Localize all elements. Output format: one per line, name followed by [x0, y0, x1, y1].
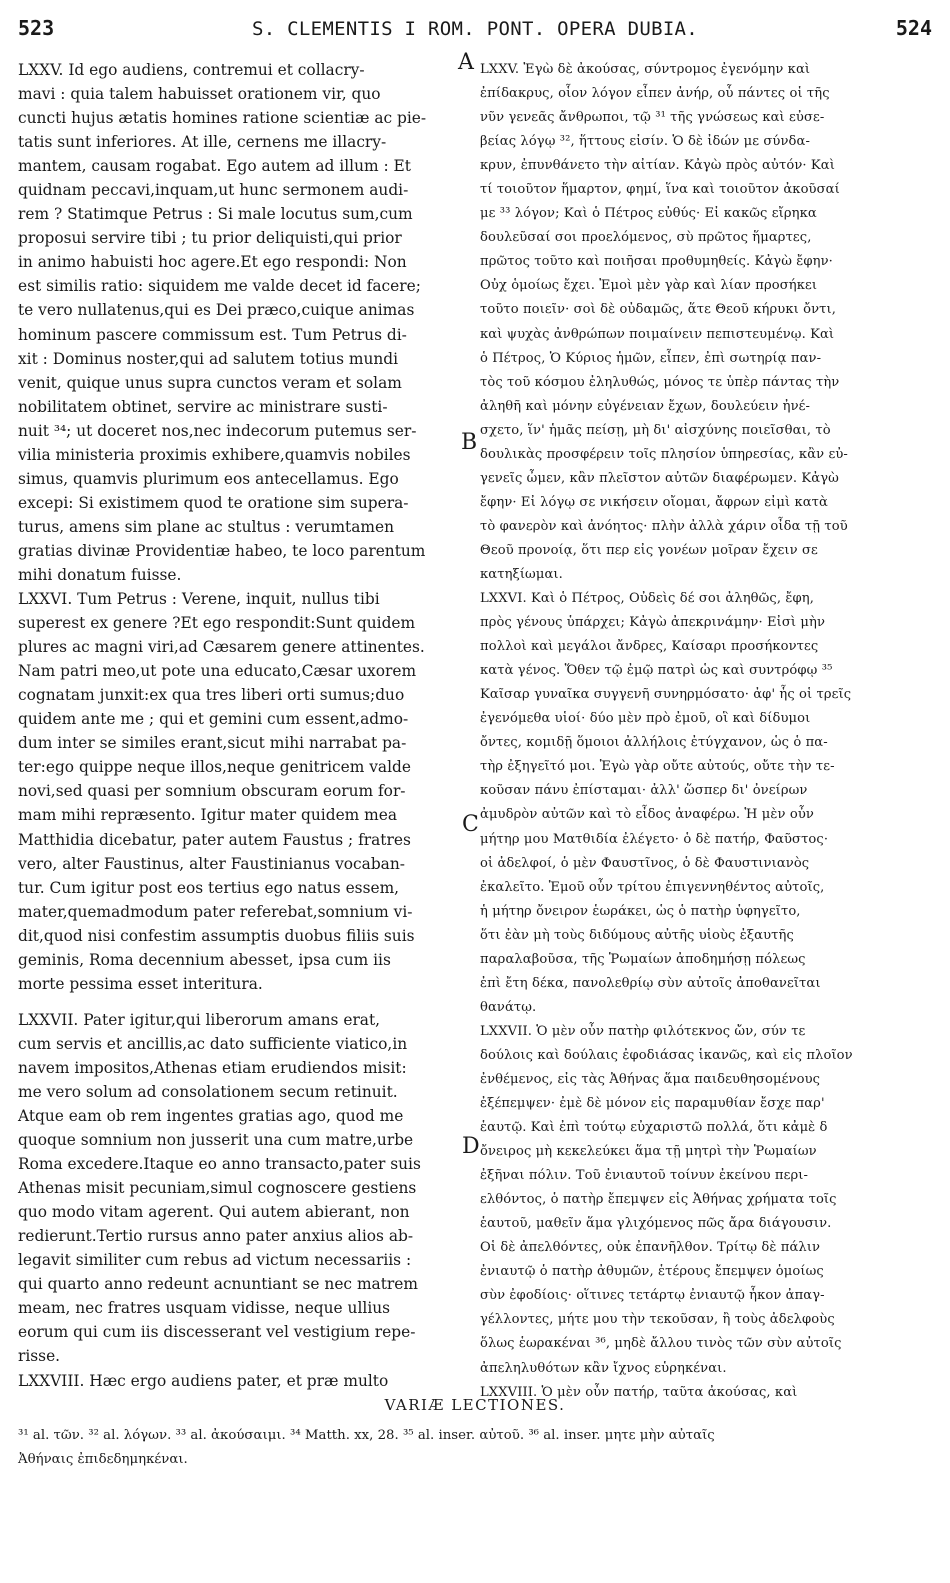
text-line: cognatam junxit:ex qua tres liberi orti sumus;duo — [18, 686, 405, 705]
text-line: ἐκαλεῖτο. Ἐμοῦ οὖν τρίτου ἐπιγεννηθέντος αὐτοῖς, — [480, 879, 825, 895]
text-line: τὸ φανερὸν καὶ ἀνόητος· πλὴν ἀλλὰ χάριν οἶδα τῇ τοῦ — [480, 518, 848, 534]
text-line: Athenas misit pecuniam,simul cognoscere gestiens — [18, 1179, 417, 1198]
text-line: τὸς τοῦ κόσμου ἐληλυθώς, μόνος τε ὑπὲρ πάντας τὴν — [480, 374, 840, 390]
text-line: novi,sed quasi per somnium obscuram eorum for- — [18, 782, 406, 801]
text-line: κατηξίωμαι. — [480, 566, 563, 582]
text-line: ἀμυδρὸν αὐτῶν καὶ τὸ εἶδος ἀναφέρω. Ἡ μὲν οὖν — [480, 807, 814, 823]
text-line: tur. Cum igitur post eos tertius ego natus essem, — [18, 878, 400, 897]
text-line: nuit ³⁴; ut doceret nos,nec indecorum putemus ser- — [18, 421, 417, 440]
text-line: dum inter se similes erant,sicut mihi narrabat pa- — [18, 734, 407, 753]
text-line: turus, amens sim plane ac stultus : verumtamen — [18, 517, 395, 536]
text-line: hominum pascere commissum est. Tum Petrus di- — [18, 325, 407, 344]
text-line: ἐνιαυτῷ ὁ πατὴρ ἀθυμῶν, ἑτέρους ἔπεμψεν ὁμοίως — [480, 1264, 824, 1280]
text-line: σχετο, ἵν' ἡμᾶς πείσῃ, μὴ δι' αἰσχύνης ποιεῖσθαι, τὸ — [480, 422, 831, 438]
text-line: eorum qui cum iis discesserant vel vestigium repe- — [18, 1323, 416, 1342]
text-line: mavi : quia talem habuisset orationem vir, quo — [18, 85, 381, 104]
text-line: navem impositos,Athenas etiam erudiendos misit: — [18, 1058, 407, 1077]
text-line: παραλαβοῦσα, τῆς Ῥωμαίων ἀποδημήσῃ πόλεως — [480, 951, 806, 967]
text-line: superest ex genere ?Et ego respondit:Sunt quidem — [18, 614, 416, 633]
text-line: ἐξῆναι πόλιν. Τοῦ ἐνιαυτοῦ τοίνυν ἐκείνου περι- — [480, 1168, 809, 1184]
text-line: Καῖσαρ γυναῖκα συγγενῆ συνηρμόσατο· ἀφ' ἧς οἱ τρεῖς — [480, 687, 852, 703]
text-line: Atque eam ob rem ingentes gratias ago, quod me — [18, 1107, 404, 1126]
text-line: πολλοὶ καὶ μεγάλοι ἄνδρες, Καίσαρι προσήκοντες — [480, 639, 819, 655]
text-line: ὄντες, κομιδῇ ὅμοιοι ἀλλήλοις ἐτύγχανον, ὡς ὁ πα- — [480, 735, 828, 751]
text-line: mater,quemadmodum pater referebat,somnium vi- — [18, 902, 413, 921]
greek-column — [480, 58, 936, 1405]
text-line: cum servis et ancillis,ac dato sufficiente viatico,in — [18, 1034, 408, 1053]
text-line: ἐνθέμενος, εἰς τὰς Ἀθήνας ἅμα παιδευθησομένους — [480, 1071, 821, 1087]
text-line: LXXV. Ἐγὼ δὲ ἀκούσας, σύντρομος ἐγενόμην καὶ — [480, 62, 811, 77]
text-line: δουλικὰς προσφέρειν τοῖς πλησίον ὑπηρεσίας, κἂν εὐ- — [480, 446, 848, 462]
text-line: με ³³ λόγον; Καὶ ὁ Πέτρος εὐθύς· Εἰ κακῶς εἴρηκα — [480, 206, 817, 222]
text-line: δουλεῦσαί σοι προελόμενος, σὺ πρῶτος ἥμαρτες, — [480, 230, 812, 246]
margin-marker-a: A — [458, 50, 474, 75]
running-title: S. CLEMENTIS I ROM. PONT. OPERA DUBIA. — [251, 18, 699, 40]
text-line: tatis sunt inferiores. At ille, cernens me illacry- — [18, 133, 387, 152]
text-line: xit : Dominus noster,qui ad salutem totius mundi — [18, 349, 399, 368]
text-line: vilia ministeria proximis exhibere,quamvis nobiles — [18, 445, 411, 464]
text-line: te vero nullatenus,qui es Dei præco,cuique animas — [18, 301, 415, 320]
text-line: τοῦτο ποιεῖν· σοὶ δὲ οὐδαμῶς, ἅτε Θεοῦ κήρυκι ὄντι, — [480, 302, 837, 318]
text-line: rem ? Statimque Petrus : Si male locutus sum,cum — [18, 205, 413, 224]
text-line: δούλοις καὶ δούλαις ἐφοδιάσας ἱκανῶς, καὶ εἰς πλοῖον — [480, 1047, 853, 1063]
text-line: excepi: Si existimem quod te oratione sim supera- — [18, 493, 409, 512]
text-line: κοῦσαν πάνυ ἐπίσταμαι· ἀλλ' ὥσπερ δι' ὀνείρων — [480, 783, 808, 799]
text-line: ἀληθῆ καὶ μόνην εὐγένειαν ἔχων, δουλεύειν ἠνέ- — [480, 398, 811, 414]
text-line: ἔφην· Εἰ λόγῳ σε νικήσειν οἴομαι, ἄφρων εἰμὶ κατὰ — [480, 494, 828, 510]
margin-marker-b: B — [461, 430, 478, 455]
text-line: qui quarto anno redeunt acnuntiant se nec matrem — [18, 1275, 418, 1294]
text-line: plures ac magni viri,ad Cæsarem genere attinentes. — [18, 638, 425, 657]
text-line: quidnam peccavi,inquam,ut hunc sermonem audi- — [18, 181, 409, 200]
text-line: ἡ μήτηρ ὄνειρον ἑωράκει, ὡς ὁ πατὴρ ὑφηγεῖτο, — [480, 903, 801, 919]
text-line: τί τοιοῦτον ἥμαρτον, φημί, ἵνα καὶ τοιοῦτον ἀκοῦσαί — [480, 182, 840, 198]
text-line: meam, nec fratres usquam vidisse, neque ullius — [18, 1299, 391, 1318]
text-line: mihi donatum fuisse. — [18, 565, 182, 584]
text-line: quo modo vitam agerent. Qui autem abierant, non — [18, 1203, 410, 1222]
text-line: καὶ ψυχὰς ἀνθρώπων ποιμαίνειν πεπιστευμένῳ. Καὶ — [480, 326, 835, 342]
text-line: simus, quamvis plurimum eos antecellamus. Ego — [18, 469, 399, 488]
text-line: quidem ante me ; qui et gemini cum essent,admo- — [18, 710, 409, 729]
text-line: ἑαυτοῦ, μαθεῖν ἅμα γλιχόμενος πῶς ἄρα διάγουσιν. — [480, 1216, 832, 1232]
text-line: ἐπὶ ἔτη δέκα, πανολεθρίῳ σὺν αὐτοῖς ἀποθανεῖται — [480, 975, 821, 991]
right-page-number: 524 — [895, 16, 932, 40]
text-line: ἑαυτῷ. Καὶ ἐπὶ τούτῳ εὐχαριστῶ πολλά, ὅτι κἀμὲ δ — [480, 1120, 828, 1136]
text-line: me vero solum ad consolationem secum retinuit. — [18, 1082, 398, 1101]
text-line: Οἱ δὲ ἀπελθόντες, οὐκ ἐπανῆλθον. Τρίτῳ δὲ πάλιν — [480, 1240, 821, 1256]
text-line: τὴρ ἐξηγεῖτό μοι. Ἐγὼ γὰρ οὔτε αὐτούς, οὔτε τὴν τε- — [480, 759, 835, 775]
margin-marker-c: C — [462, 812, 479, 837]
text-line: LXXVI. Tum Petrus : Verene, inquit, nullus tibi — [18, 590, 380, 609]
text-line: geminis, Roma decennium abesset, ipsa cum iis — [18, 950, 391, 969]
text-line: LXXVIII. Ὁ μὲν οὖν πατήρ, ταῦτα ἀκούσας, καὶ — [480, 1384, 798, 1400]
text-line: κατὰ γένος. Ὅθεν τῷ ἐμῷ πατρὶ ὡς καὶ συντρόφῳ ³⁵ — [480, 663, 833, 679]
text-line: γενεῖς ὦμεν, κἂν πλεῖστον αὐτῶν διαφέρωμεν. Κἀγὼ — [480, 470, 839, 486]
text-line: ἀπεληλυθότων κἂν ἴχνος εὑρηκέναι. — [480, 1360, 727, 1376]
text-line: Nam patri meo,ut pote una educato,Cæsar uxorem — [18, 662, 417, 681]
text-line: in animo habuisti hoc agere.Et ego respondi: Non — [18, 253, 407, 272]
text-line: gratias divinæ Providentiæ habeo, te loco parentum — [18, 541, 426, 560]
text-line: mam mihi repræsento. Igitur mater quidem mea — [18, 806, 398, 825]
text-line: Roma excedere.Itaque eo anno transacto,pater suis — [18, 1155, 421, 1174]
paragraph-gap — [18, 996, 456, 1008]
text-line: quoque somnium non jusserit una cum matre,urbe — [18, 1131, 414, 1150]
latin-column — [18, 58, 456, 1393]
text-line: οἱ ἀδελφοί, ὁ μὲν Φαυστῖνος, ὁ δὲ Φαυστινιανὸς — [480, 855, 810, 871]
text-line: proposui servire tibi ; tu prior deliquisti,qui prior — [18, 229, 402, 248]
text-line: nobilitatem obtinet, servire ac ministrare susti- — [18, 397, 388, 416]
text-line: morte pessima esset interitura. — [18, 974, 263, 993]
text-line: θανάτῳ. — [480, 999, 537, 1015]
text-line: LXXV. Id ego audiens, contremui et collacry- — [18, 61, 365, 79]
text-line: LXXVII. Ὁ μὲν οὖν πατὴρ φιλότεκνος ὤν, σύν τε — [480, 1023, 806, 1039]
text-line: ἐπίδακρυς, οἷον λόγον εἶπεν ἀνήρ, οὗ πάντες οἱ τῆς — [480, 86, 830, 102]
text-line: vero, alter Faustinus, alter Faustinianus vocaban- — [18, 854, 405, 873]
text-line: dit,quod nisi confestim assumptis duobus filiis suis — [18, 926, 415, 945]
left-page-number: 523 — [18, 16, 55, 40]
text-line: ὅτι ἐὰν μὴ τοὺς διδύμους αὐτῆς υἱοὺς ἐξαυτῆς — [480, 927, 794, 943]
text-line: βείας λόγῳ ³², ἥττους εἰσίν. Ὁ δὲ ἰδών με σύνδα- — [480, 134, 811, 150]
text-line: Θεοῦ προνοίᾳ, ὅτι περ εἰς γονέων μοῖραν ἔχειν σε — [480, 542, 818, 558]
variae-lectiones-heading: VARIÆ LECTIONES. — [384, 1396, 566, 1414]
text-line: ὅλως ἑωρακέναι ³⁶, μηδὲ ἄλλου τινὸς τῶν σὺν αὐτοῖς — [480, 1336, 842, 1352]
text-line: κρυν, ἐπυνθάνετο τὴν αἰτίαν. Κἀγὼ πρὸς αὐτόν· Καὶ — [480, 158, 835, 174]
text-line: ter:ego quippe neque illos,neque genitricem valde — [18, 758, 411, 777]
text-line: Οὐχ ὁμοίως ἔχει. Ἐμοὶ μὲν γὰρ καὶ λίαν προσήκει — [480, 278, 818, 294]
text-line: νῦν γενεᾶς ἄνθρωποι, τῷ ³¹ τῆς γνώσεως καὶ εὐσε- — [480, 110, 825, 126]
text-line: risse. — [18, 1347, 61, 1366]
text-line: ελθόντος, ὁ πατὴρ ἔπεμψεν εἰς Ἀθήνας χρήματα τοῖς — [480, 1192, 837, 1208]
text-line: venit, quique unus supra cunctos veram et solam — [18, 373, 402, 392]
text-line: redierunt.Tertio rursus anno pater anxius alios ab- — [18, 1227, 414, 1246]
text-line: πρῶτος τοῦτο καὶ ποιῆσαι προθυμηθείς. Κἀγὼ ἔφην· — [480, 254, 833, 270]
text-line: LXXVIII. Hæc ergo audiens pater, et præ multo — [18, 1371, 389, 1390]
text-line: Matthidia dicebatur, pater autem Faustus ; fratres — [18, 830, 411, 849]
text-line: LXXVI. Καὶ ὁ Πέτρος, Οὐδεὶς δέ σοι ἀληθῶς, ἔφη, — [480, 591, 814, 607]
variae-lectiones-line: Ἀθήναις ἐπιδεδημηκέναι. — [18, 1452, 188, 1467]
text-line: mantem, causam rogabat. Ego autem ad illum : Et — [18, 157, 411, 176]
text-line: μήτηρ μου Ματθιδία ἐλέγετο· ὁ δὲ πατήρ, Φαῦστος· — [480, 831, 829, 847]
text-line: est similis ratio: siquidem me valde decet id facere; — [18, 277, 421, 296]
text-line: cuncti hujus ætatis homines ratione scientiæ ac pie- — [18, 109, 427, 128]
text-line: LXXVII. Pater igitur,qui liberorum amans erat, — [18, 1010, 381, 1029]
text-line: ὁ Πέτρος, Ὁ Κύριος ἡμῶν, εἶπεν, ἐπὶ σωτηρίᾳ παν- — [480, 350, 822, 366]
variae-lectiones-line: ³¹ al. τῶν. ³² al. λόγων. ³³ al. ἀκούσαιμι. ³⁴ Matth. xx, 28. ³⁵ al. inser. αὐτοῦ. ³⁶ al. inser. μητε μὴν αὐταῖς — [18, 1428, 715, 1443]
text-line: πρὸς γένους ὑπάρχει; Κἀγὼ ἀπεκρινάμην· Εἰσὶ μὴν — [480, 615, 826, 631]
text-line: ἐξέπεμψεν· ἐμὲ δὲ μόνον εἰς παραμυθίαν ἔσχε παρ' — [480, 1096, 825, 1112]
page-header — [18, 16, 932, 46]
text-line: ὄνειρος μὴ κεκελεύκει ἅμα τῇ μητρὶ τὴν Ῥωμαίων — [480, 1144, 817, 1160]
text-line: legavit similiter cum rebus ad victum necessariis : — [18, 1251, 412, 1270]
text-line: σὺν ἐφοδίοις· οἵτινες τετάρτῳ ἐνιαυτῷ ἧκον ἀπαγ- — [480, 1288, 825, 1304]
margin-marker-d: D — [462, 1134, 480, 1159]
text-line: ἐγενόμεθα υἱοί· δύο μὲν πρὸ ἐμοῦ, οἳ καὶ δίδυμοι — [480, 711, 811, 727]
text-line: γέλλοντες, μήτε μου τὴν τεκοῦσαν, ἢ τοὺς ἀδελφοὺς — [480, 1312, 835, 1328]
